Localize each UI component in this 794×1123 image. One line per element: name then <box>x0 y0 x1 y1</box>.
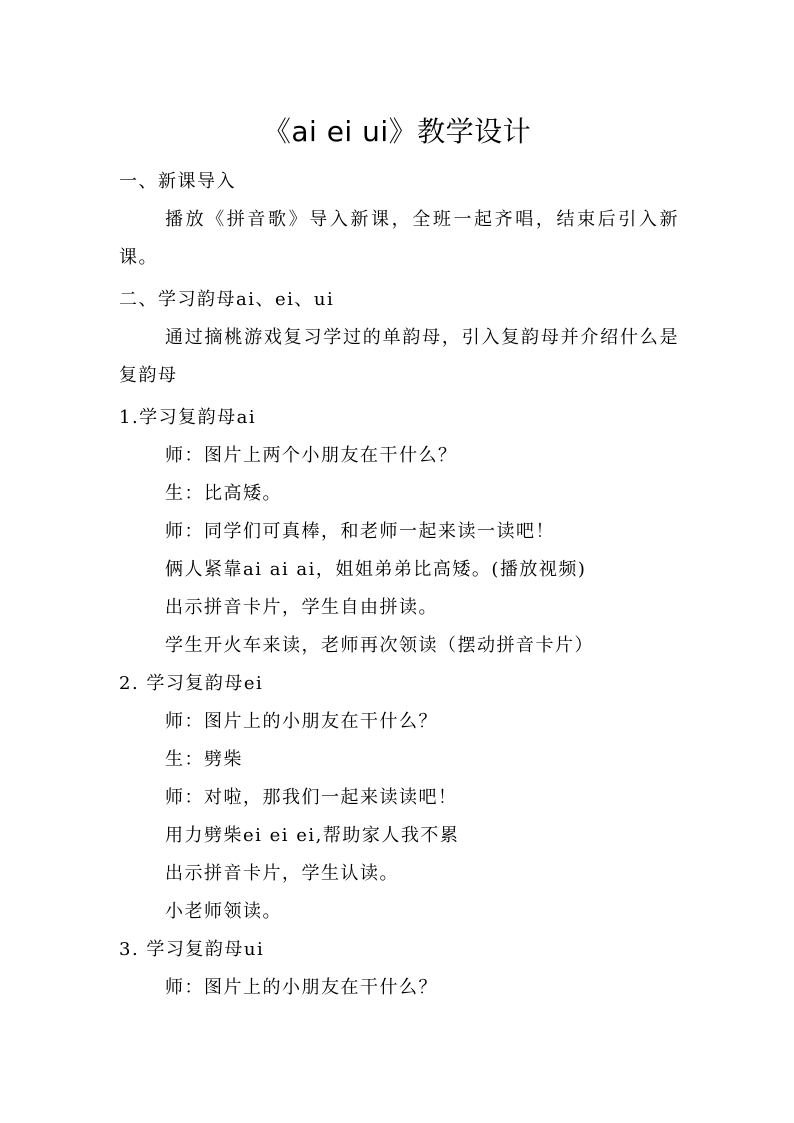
paragraph-finals: 通过摘桃游戏复习学过的单韵母，引入复韵母并介绍什么是复韵母 <box>119 327 679 386</box>
activity-line: 出示拼音卡片，学生自由拼读。 <box>165 597 438 618</box>
dialogue-line: 师：同学们可真棒，和老师一起来读一读吧！ <box>165 521 555 542</box>
activity-line: 出示拼音卡片，学生认读。 <box>165 863 399 884</box>
paragraph-intro: 播放《拼音歌》导入新课，全班一起齐唱，结束后引入新课。 <box>119 209 679 268</box>
section-heading-finals: 二、学习韵母ai、ei、ui <box>119 289 335 310</box>
subheading-ui: 3. 学习复韵母ui <box>119 939 265 960</box>
document-body <box>119 163 679 1007</box>
rhyme-line: 用力劈柴ei ei ei,帮助家人我不累 <box>165 825 460 846</box>
activity-line: 学生开火车来读，老师再次领读（摆动拼音卡片） <box>165 635 594 656</box>
subheading-ai: 1.学习复韵母ai <box>119 407 257 428</box>
dialogue-line: 师：图片上的小朋友在干什么？ <box>165 977 438 998</box>
dialogue-line: 师：图片上的小朋友在干什么？ <box>165 711 438 732</box>
activity-line: 小老师领读。 <box>165 901 282 922</box>
section-heading-intro: 一、新课导入 <box>119 171 236 192</box>
subheading-ei: 2. 学习复韵母ei <box>119 673 264 694</box>
rhyme-line: 俩人紧靠ai ai ai，姐姐弟弟比高矮。(播放视频) <box>165 559 587 580</box>
dialogue-line: 生：劈柴 <box>165 749 243 770</box>
dialogue-line: 师：对啦，那我们一起来读读吧！ <box>165 787 458 808</box>
dialogue-line: 师：图片上两个小朋友在干什么？ <box>165 445 458 466</box>
document-title: 《ai ei ui》教学设计 <box>262 115 532 148</box>
dialogue-line: 生：比高矮。 <box>165 483 282 504</box>
